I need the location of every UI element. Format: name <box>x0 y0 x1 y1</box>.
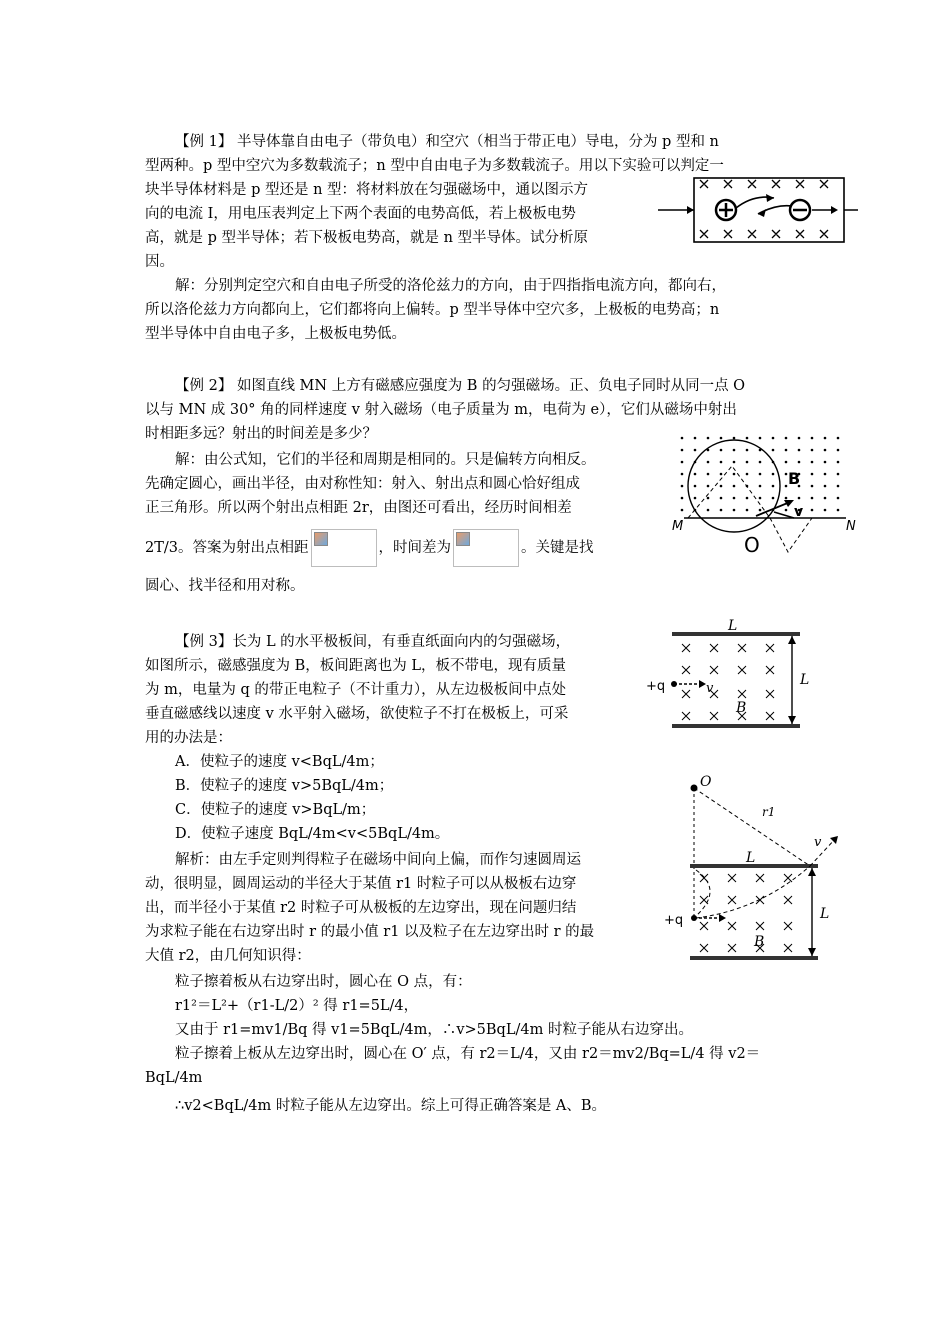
analysis-line-3: 出，而半径小于某值 r2 时粒子可从极板的左边穿出，现在问题归结 <box>145 900 577 916</box>
analysis-line-11: ∴v2<BqL/4m 时粒子能从左边穿出。综上可得正确答案是 A、B。 <box>175 1098 607 1114</box>
option-c: C．使粒子的速度 v>BqL/m； <box>175 802 376 818</box>
trajectory-figure <box>660 770 860 970</box>
label-M: M <box>672 519 684 534</box>
label-charge: +q <box>664 913 684 928</box>
label-charge: +q <box>646 679 666 694</box>
label-B: B <box>736 700 747 716</box>
analysis-line-7: r1²＝L²+（r1-L/2）² 得 r1=5L/4， <box>175 998 419 1014</box>
ex1-line-1: 【例 1】 半导体靠自由电子（带负电）和空穴（相当于带正电）导电，分为 p 型和 n <box>175 134 719 150</box>
ex3-line-4: 垂直磁感线以速度 v 水平射入磁场，欲使粒子不打在极板上，可采 <box>145 706 569 722</box>
label-L-side: L <box>800 672 810 688</box>
image-placeholder-icon <box>456 532 470 546</box>
ex2-answer-mid: ，时间差为 <box>378 540 452 556</box>
analysis-line-1: 解析：由左手定则判得粒子在磁场中间向上偏，而作匀速圆周运 <box>175 852 581 868</box>
label-N: N <box>846 519 856 534</box>
analysis-line-9: 粒子擦着上板从左边穿出时，圆心在 O′ 点，有 r2＝L/4，又由 r2＝mv2/Bq=L/4 得 v2＝ <box>175 1046 761 1062</box>
analysis-line-8: 又由于 r1=mv1/Bq 得 v1=5BqL/4m，∴v>5BqL/4m 时粒子能从右边穿出。 <box>175 1022 693 1038</box>
analysis-line-2: 动，很明显，圆周运动的半径大于某值 r1 时粒子可以从极板右边穿 <box>145 876 577 892</box>
ex2-line-4: 解：由公式知，它们的半径和周期是相同的。只是偏转方向相反。 <box>175 452 596 468</box>
ex3-line-2: 如图所示，磁感强度为 B，板间距离也为 L，板不带电，现有质量 <box>145 658 567 674</box>
label-v: v <box>794 504 804 520</box>
ex2-answer-prefix: 2T/3。答案为射出点相距 <box>145 540 309 556</box>
label-B: B <box>754 934 765 950</box>
ex3-line-1: 【例 3】长为 L 的水平极板间，有垂直纸面向内的匀强磁场， <box>175 634 571 650</box>
ex1-line-6: 因。 <box>145 254 174 270</box>
field-crosses <box>682 644 774 720</box>
ex2-line-1: 【例 2】 如图直线 MN 上方有磁感应强度为 B 的匀强磁场。正、负电子同时从同一点 O <box>175 378 746 394</box>
magnetic-field-figure <box>670 430 860 565</box>
ex1-line-4: 向的电流 I，用电压表判定上下两个表面的电势高低，若上极板电势 <box>145 206 576 222</box>
label-L-top: L <box>746 850 756 866</box>
ex2-last-line: 圆心、找半径和用对称。 <box>145 578 305 594</box>
field-crosses <box>700 874 792 952</box>
analysis-line-10: BqL/4m <box>145 1070 203 1086</box>
label-r1: r1 <box>762 805 776 819</box>
ex2-line-3: 时相距多远？射出的时间差是多少？ <box>145 426 377 442</box>
label-B: B <box>788 469 801 488</box>
formula-image-distance <box>311 529 377 567</box>
ex2-line-2: 以与 MN 成 30° 角的同样速度 v 射入磁场（电子质量为 m，电荷为 e），它们从磁场中射出 <box>145 402 737 418</box>
analysis-line-5: 大值 r2，由几何知识得： <box>145 948 311 964</box>
ex1-line-9: 型半导体中自由电子多，上极板电势低。 <box>145 326 406 342</box>
ex1-line-8: 所以洛伦兹力方向都向上，它们都将向上偏转。p 型半导体中空穴多，上极板的电势高；n <box>145 302 720 318</box>
label-velocity: v <box>706 681 714 696</box>
ex3-line-3: 为 m，电量为 q 的带正电粒子（不计重力），从左边极板间中点处 <box>145 682 567 698</box>
option-b: B．使粒子的速度 v>5BqL/4m； <box>175 778 394 794</box>
image-placeholder-icon <box>314 532 328 546</box>
ex1-line-2: 型两种。p 型中空穴为多数载流子；n 型中自由电子为多数载流子。用以下实验可以判定一 <box>145 158 724 174</box>
ex1-line-7: 解：分别判定空穴和自由电子所受的洛伦兹力的方向，由于四指指电流方向，都向右， <box>175 278 726 294</box>
label-L-side: L <box>820 906 830 922</box>
plates-figure <box>642 614 842 734</box>
analysis-line-6: 粒子擦着板从右边穿出时，圆心在 O 点，有： <box>175 974 472 990</box>
label-O: O <box>744 533 760 557</box>
option-a: A．使粒子的速度 v<BqL/4m； <box>175 754 384 770</box>
analysis-line-4: 为求粒子能在右边穿出时 r 的最小值 r1 以及粒子在左边穿出时 r 的最 <box>145 924 595 940</box>
ex1-line-5: 高，就是 p 型半导体；若下极板电势高，就是 n 型半导体。试分析原 <box>145 230 589 246</box>
option-d: D．使粒子速度 BqL/4m<v<5BqL/4m。 <box>175 826 450 842</box>
label-L-top: L <box>728 618 738 634</box>
label-v-out: v <box>814 835 822 850</box>
ex2-answer-line <box>145 528 594 568</box>
ex1-line-3: 块半导体材料是 p 型还是 n 型：将材料放在匀强磁场中，通以图示方 <box>145 182 589 198</box>
ex2-line-6: 正三角形。所以两个射出点相距 2r，由图还可看出，经历时间相差 <box>145 500 572 516</box>
semiconductor-figure <box>658 174 858 248</box>
formula-image-time <box>453 529 519 567</box>
ex2-answer-suffix: 。关键是找 <box>521 540 594 556</box>
ex3-line-5: 用的办法是： <box>145 730 232 746</box>
label-center-O: O <box>700 774 712 790</box>
ex2-line-5: 先确定圆心，画出半径，由对称性知：射入、射出点和圆心恰好组成 <box>145 476 580 492</box>
